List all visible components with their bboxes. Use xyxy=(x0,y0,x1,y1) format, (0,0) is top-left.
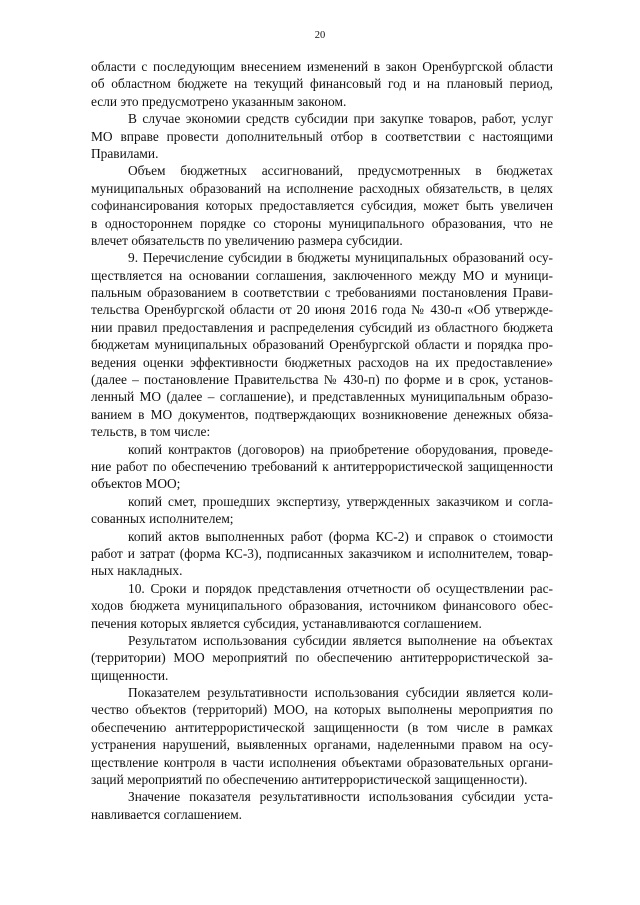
text-line: ведения оценки эффективности бюджетных расходов на их предоставление» xyxy=(91,354,553,370)
text-line: копий контрактов (договоров) на приобретение оборудования, проведе- xyxy=(128,441,553,457)
text-line: муниципальных образований на исполнение расходных обязательств, в целях xyxy=(91,180,553,196)
text-line: работ и затрат (форма КС-3), подписанных заказчиком и исполнителем, товар- xyxy=(91,545,553,561)
text-line: В случае экономии средств субсидии при закупке товаров, работ, услуг xyxy=(128,111,553,127)
text-line: устранения нарушений, выявленных органами, наделенными правом на осу- xyxy=(91,737,553,753)
text-line: ществление контроля в части исполнения объектами образовательных органи- xyxy=(91,754,553,770)
text-line: ванием в МО документов, подтверждающих возникновение денежных обяза- xyxy=(91,406,553,422)
text-line: Результатом использования субсидии является выполнение на объектах xyxy=(128,632,553,648)
text-line: заций мероприятий по обеспечению антитеррористической защищенности). xyxy=(91,772,528,788)
text-line: (далее – постановление Правительства № 430-п) по форме и в срок, установ- xyxy=(91,372,553,388)
text-line: 9. Перечисление субсидии в бюджеты муниципальных образований осу- xyxy=(128,250,553,266)
text-line: ных накладных. xyxy=(91,563,183,579)
text-line: объектов МОО; xyxy=(91,476,181,492)
text-line: ходов бюджета муниципального образования, источником финансового обес- xyxy=(91,598,553,614)
text-line: чество объектов (территорий) МОО, на которых выполнены мероприятия по xyxy=(91,702,553,718)
text-line: софинансирования которых предоставляется субсидия, может быть увеличен xyxy=(91,198,553,214)
text-line: сованных исполнителем; xyxy=(91,511,234,527)
text-line: ние работ по обеспечению требований к антитеррористической защищенности xyxy=(91,458,553,474)
paragraph xyxy=(91,162,553,249)
paragraph xyxy=(91,493,553,528)
page-number: 20 xyxy=(314,30,326,41)
paragraph xyxy=(91,58,553,110)
paragraph xyxy=(91,580,553,632)
text-line: в одностороннем порядке со стороны муниципального образования, что не xyxy=(91,215,553,231)
paragraph xyxy=(91,632,553,684)
text-line: ществляется на основании соглашения, заключенного между МО и муници- xyxy=(91,267,553,283)
paragraph xyxy=(91,684,553,788)
text-line: обеспечению антитеррористической защищенности (в том числе в рамках xyxy=(91,719,553,735)
paragraph xyxy=(91,441,553,493)
text-line: тельств, в том числе: xyxy=(91,424,211,440)
text-line: пальным образованием в соответствии с требованиями постановления Прави- xyxy=(91,285,553,301)
text-line: тельства Оренбургской области от 20 июня 2016 года № 430-п «Об утвержде- xyxy=(91,302,553,318)
text-line: навливается соглашением. xyxy=(91,806,243,822)
text-line: об областном бюджете на текущий финансовый год и на плановый период, xyxy=(91,76,553,92)
text-line: Показателем результативности использования субсидии является коли- xyxy=(128,685,553,701)
text-line: щищенности. xyxy=(91,667,169,683)
text-line: нии правил предоставления и распределения субсидий из областного бюджета xyxy=(91,319,553,335)
text-line: Объем бюджетных ассигнований, предусмотренных в бюджетах xyxy=(128,163,553,179)
text-line: Правилами. xyxy=(91,145,159,161)
text-line: 10. Сроки и порядок представления отчетности об осуществлении рас- xyxy=(128,580,553,596)
text-line: (территории) МОО мероприятий по обеспечению антитеррористической за- xyxy=(91,650,553,666)
paragraph xyxy=(91,528,553,580)
paragraph xyxy=(91,788,553,823)
text-line: области с последующим внесением изменений в закон Оренбургской области xyxy=(91,59,553,74)
text-line: влечет обязательств по увеличению размера субсидии. xyxy=(91,232,403,248)
text-line: бюджетам муниципальных образований Оренбургской области и порядка про- xyxy=(91,337,553,353)
text-line: МО вправе провести дополнительный отбор в соответствии с настоящими xyxy=(91,128,553,144)
text-line: копий смет, прошедших экспертизу, утвержденных заказчиком и согла- xyxy=(128,493,553,509)
document-body xyxy=(91,58,553,823)
paragraph xyxy=(91,249,553,440)
paragraph xyxy=(91,110,553,162)
text-line: печения которых является субсидия, устанавливаются соглашением. xyxy=(91,615,482,631)
text-line: если это предусмотрено указанным законом. xyxy=(91,93,347,109)
text-line: копий актов выполненных работ (форма КС-2) и справок о стоимости xyxy=(128,528,553,544)
text-line: ленный МО (далее – соглашение), и представленных муниципальным образо- xyxy=(91,389,553,405)
text-line: Значение показателя результативности использования субсидии уста- xyxy=(128,789,553,805)
